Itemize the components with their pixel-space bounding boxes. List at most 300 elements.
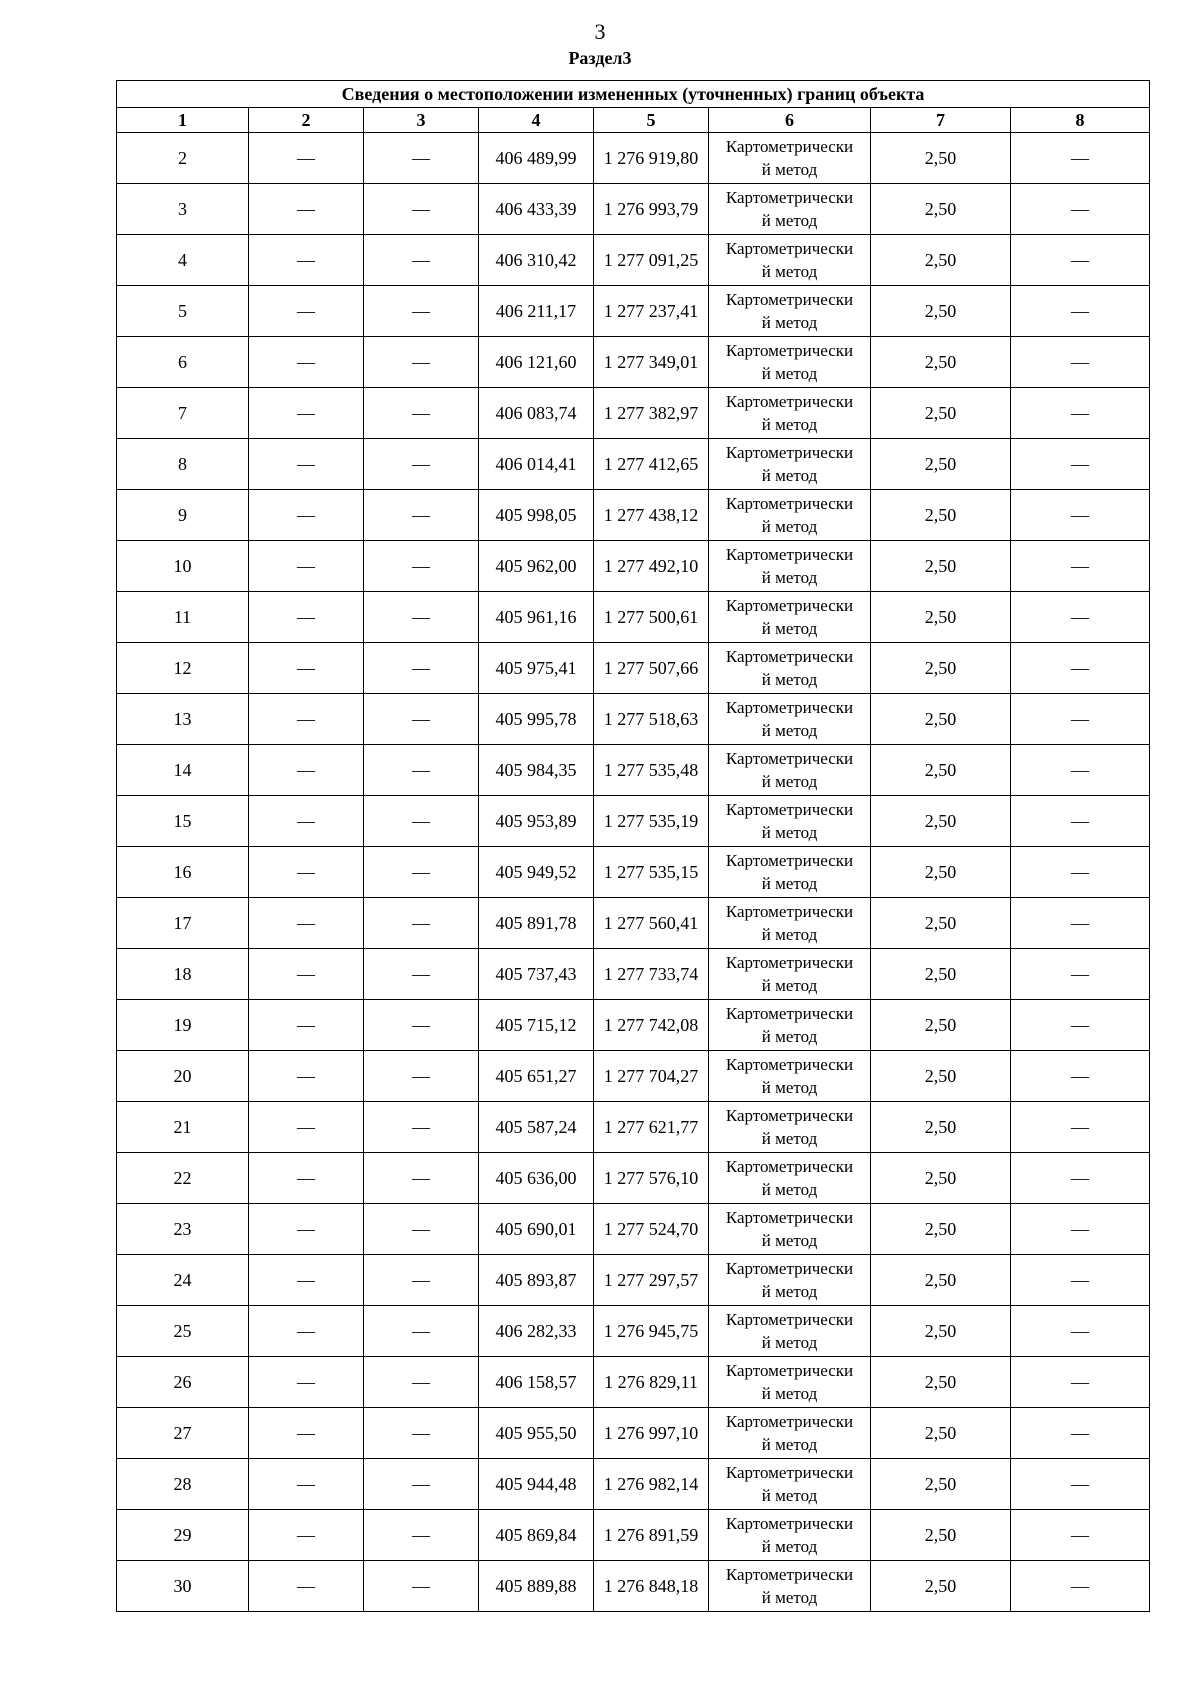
method-line-1: Картометрически bbox=[725, 953, 854, 972]
col3-cell: — bbox=[364, 541, 479, 592]
point-number-cell: 14 bbox=[117, 745, 249, 796]
col8-cell: — bbox=[1011, 1255, 1150, 1306]
table-row bbox=[117, 184, 1150, 235]
point-number-cell: 29 bbox=[117, 1510, 249, 1561]
col2-cell: — bbox=[249, 643, 364, 694]
accuracy-cell: 2,50 bbox=[871, 133, 1011, 184]
col8-cell: — bbox=[1011, 1153, 1150, 1204]
method-cell bbox=[709, 1510, 871, 1561]
col3-cell: — bbox=[364, 133, 479, 184]
x-coordinate-cell: 405 737,43 bbox=[479, 949, 594, 1000]
x-coordinate-cell: 405 715,12 bbox=[479, 1000, 594, 1051]
point-number-cell: 12 bbox=[117, 643, 249, 694]
method-cell bbox=[709, 490, 871, 541]
col3-cell: — bbox=[364, 1102, 479, 1153]
col8-cell: — bbox=[1011, 1510, 1150, 1561]
method-line-2: й метод bbox=[761, 517, 818, 536]
y-coordinate-cell: 1 276 993,79 bbox=[594, 184, 709, 235]
method-line-1: Картометрически bbox=[725, 1004, 854, 1023]
x-coordinate-cell: 405 998,05 bbox=[479, 490, 594, 541]
method-line-1: Картометрически bbox=[725, 137, 854, 156]
accuracy-cell: 2,50 bbox=[871, 643, 1011, 694]
y-coordinate-cell: 1 277 535,19 bbox=[594, 796, 709, 847]
point-number-cell: 19 bbox=[117, 1000, 249, 1051]
col2-cell: — bbox=[249, 1153, 364, 1204]
column-header: 4 bbox=[479, 108, 594, 133]
method-line-1: Картометрически bbox=[725, 239, 854, 258]
col8-cell: — bbox=[1011, 1408, 1150, 1459]
column-header: 5 bbox=[594, 108, 709, 133]
method-line-2: й метод bbox=[761, 1486, 818, 1505]
method-line-1: Картометрически bbox=[725, 290, 854, 309]
col2-cell: — bbox=[249, 388, 364, 439]
method-line-2: й метод bbox=[761, 364, 818, 383]
y-coordinate-cell: 1 277 576,10 bbox=[594, 1153, 709, 1204]
method-cell bbox=[709, 898, 871, 949]
col8-cell: — bbox=[1011, 796, 1150, 847]
col8-cell: — bbox=[1011, 1000, 1150, 1051]
col8-cell: — bbox=[1011, 439, 1150, 490]
accuracy-cell: 2,50 bbox=[871, 235, 1011, 286]
col2-cell: — bbox=[249, 796, 364, 847]
x-coordinate-cell: 406 083,74 bbox=[479, 388, 594, 439]
table-row bbox=[117, 286, 1150, 337]
y-coordinate-cell: 1 277 507,66 bbox=[594, 643, 709, 694]
method-cell bbox=[709, 745, 871, 796]
table-row bbox=[117, 1357, 1150, 1408]
method-line-2: й метод bbox=[761, 160, 818, 179]
method-cell bbox=[709, 1459, 871, 1510]
point-number-cell: 24 bbox=[117, 1255, 249, 1306]
table-caption: Сведения о местоположении измененных (уточненных) границ объекта bbox=[117, 81, 1150, 108]
y-coordinate-cell: 1 277 382,97 bbox=[594, 388, 709, 439]
method-cell bbox=[709, 1306, 871, 1357]
col2-cell: — bbox=[249, 439, 364, 490]
col8-cell: — bbox=[1011, 745, 1150, 796]
table-row bbox=[117, 1000, 1150, 1051]
method-line-2: й метод bbox=[761, 313, 818, 332]
method-cell bbox=[709, 388, 871, 439]
method-line-1: Картометрически bbox=[725, 1361, 854, 1380]
x-coordinate-cell: 405 955,50 bbox=[479, 1408, 594, 1459]
method-line-1: Картометрически bbox=[725, 647, 854, 666]
col3-cell: — bbox=[364, 1357, 479, 1408]
x-coordinate-cell: 405 944,48 bbox=[479, 1459, 594, 1510]
col2-cell: — bbox=[249, 949, 364, 1000]
col8-cell: — bbox=[1011, 337, 1150, 388]
table-row bbox=[117, 1255, 1150, 1306]
col8-cell: — bbox=[1011, 1459, 1150, 1510]
accuracy-cell: 2,50 bbox=[871, 1000, 1011, 1051]
method-line-1: Картометрически bbox=[725, 1106, 854, 1125]
method-cell bbox=[709, 1000, 871, 1051]
x-coordinate-cell: 405 690,01 bbox=[479, 1204, 594, 1255]
y-coordinate-cell: 1 276 997,10 bbox=[594, 1408, 709, 1459]
method-line-1: Картометрически bbox=[725, 902, 854, 921]
accuracy-cell: 2,50 bbox=[871, 388, 1011, 439]
point-number-cell: 16 bbox=[117, 847, 249, 898]
col2-cell: — bbox=[249, 1357, 364, 1408]
method-line-1: Картометрически bbox=[725, 443, 854, 462]
col3-cell: — bbox=[364, 337, 479, 388]
x-coordinate-cell: 406 211,17 bbox=[479, 286, 594, 337]
table-row bbox=[117, 847, 1150, 898]
point-number-cell: 27 bbox=[117, 1408, 249, 1459]
col8-cell: — bbox=[1011, 847, 1150, 898]
x-coordinate-cell: 406 433,39 bbox=[479, 184, 594, 235]
accuracy-cell: 2,50 bbox=[871, 1561, 1011, 1612]
col3-cell: — bbox=[364, 1510, 479, 1561]
method-cell bbox=[709, 337, 871, 388]
point-number-cell: 6 bbox=[117, 337, 249, 388]
method-line-1: Картометрически bbox=[725, 698, 854, 717]
method-cell bbox=[709, 184, 871, 235]
point-number-cell: 17 bbox=[117, 898, 249, 949]
method-cell bbox=[709, 643, 871, 694]
method-cell bbox=[709, 541, 871, 592]
method-cell bbox=[709, 592, 871, 643]
accuracy-cell: 2,50 bbox=[871, 1204, 1011, 1255]
col3-cell: — bbox=[364, 592, 479, 643]
method-line-1: Картометрически bbox=[725, 494, 854, 513]
col8-cell: — bbox=[1011, 1561, 1150, 1612]
method-cell bbox=[709, 1204, 871, 1255]
col3-cell: — bbox=[364, 694, 479, 745]
col3-cell: — bbox=[364, 1255, 479, 1306]
table-header-row bbox=[117, 108, 1150, 133]
y-coordinate-cell: 1 277 733,74 bbox=[594, 949, 709, 1000]
method-cell bbox=[709, 694, 871, 745]
col8-cell: — bbox=[1011, 643, 1150, 694]
y-coordinate-cell: 1 277 742,08 bbox=[594, 1000, 709, 1051]
point-number-cell: 21 bbox=[117, 1102, 249, 1153]
accuracy-cell: 2,50 bbox=[871, 439, 1011, 490]
x-coordinate-cell: 405 651,27 bbox=[479, 1051, 594, 1102]
col2-cell: — bbox=[249, 541, 364, 592]
point-number-cell: 5 bbox=[117, 286, 249, 337]
y-coordinate-cell: 1 276 848,18 bbox=[594, 1561, 709, 1612]
method-line-1: Картометрически bbox=[725, 851, 854, 870]
x-coordinate-cell: 405 995,78 bbox=[479, 694, 594, 745]
col8-cell: — bbox=[1011, 235, 1150, 286]
table-row bbox=[117, 745, 1150, 796]
col3-cell: — bbox=[364, 796, 479, 847]
table-row bbox=[117, 1102, 1150, 1153]
method-cell bbox=[709, 949, 871, 1000]
accuracy-cell: 2,50 bbox=[871, 1306, 1011, 1357]
x-coordinate-cell: 405 953,89 bbox=[479, 796, 594, 847]
point-number-cell: 30 bbox=[117, 1561, 249, 1612]
y-coordinate-cell: 1 277 704,27 bbox=[594, 1051, 709, 1102]
table-row bbox=[117, 592, 1150, 643]
accuracy-cell: 2,50 bbox=[871, 949, 1011, 1000]
col2-cell: — bbox=[249, 1051, 364, 1102]
x-coordinate-cell: 405 984,35 bbox=[479, 745, 594, 796]
table-row bbox=[117, 949, 1150, 1000]
col2-cell: — bbox=[249, 592, 364, 643]
method-line-1: Картометрически bbox=[725, 749, 854, 768]
col3-cell: — bbox=[364, 184, 479, 235]
point-number-cell: 25 bbox=[117, 1306, 249, 1357]
method-line-1: Картометрически bbox=[725, 1157, 854, 1176]
col8-cell: — bbox=[1011, 1306, 1150, 1357]
method-line-1: Картометрически bbox=[725, 1259, 854, 1278]
col8-cell: — bbox=[1011, 541, 1150, 592]
y-coordinate-cell: 1 276 982,14 bbox=[594, 1459, 709, 1510]
accuracy-cell: 2,50 bbox=[871, 184, 1011, 235]
table-row bbox=[117, 1306, 1150, 1357]
accuracy-cell: 2,50 bbox=[871, 745, 1011, 796]
table-row bbox=[117, 1204, 1150, 1255]
method-line-2: й метод bbox=[761, 772, 818, 791]
point-number-cell: 3 bbox=[117, 184, 249, 235]
column-header: 2 bbox=[249, 108, 364, 133]
method-line-2: й метод bbox=[761, 1078, 818, 1097]
x-coordinate-cell: 405 949,52 bbox=[479, 847, 594, 898]
y-coordinate-cell: 1 277 500,61 bbox=[594, 592, 709, 643]
method-cell bbox=[709, 1561, 871, 1612]
col2-cell: — bbox=[249, 490, 364, 541]
col3-cell: — bbox=[364, 1051, 479, 1102]
y-coordinate-cell: 1 277 412,65 bbox=[594, 439, 709, 490]
col8-cell: — bbox=[1011, 1051, 1150, 1102]
col3-cell: — bbox=[364, 235, 479, 286]
col3-cell: — bbox=[364, 439, 479, 490]
method-line-2: й метод bbox=[761, 466, 818, 485]
table-row bbox=[117, 439, 1150, 490]
col3-cell: — bbox=[364, 388, 479, 439]
column-header: 7 bbox=[871, 108, 1011, 133]
method-line-1: Картометрически bbox=[725, 1412, 854, 1431]
point-number-cell: 18 bbox=[117, 949, 249, 1000]
point-number-cell: 23 bbox=[117, 1204, 249, 1255]
col8-cell: — bbox=[1011, 286, 1150, 337]
method-line-1: Картометрически bbox=[725, 341, 854, 360]
y-coordinate-cell: 1 277 492,10 bbox=[594, 541, 709, 592]
table-row bbox=[117, 1510, 1150, 1561]
x-coordinate-cell: 405 869,84 bbox=[479, 1510, 594, 1561]
y-coordinate-cell: 1 277 297,57 bbox=[594, 1255, 709, 1306]
col3-cell: — bbox=[364, 1408, 479, 1459]
method-line-2: й метод bbox=[761, 1282, 818, 1301]
y-coordinate-cell: 1 277 438,12 bbox=[594, 490, 709, 541]
accuracy-cell: 2,50 bbox=[871, 796, 1011, 847]
col3-cell: — bbox=[364, 898, 479, 949]
table-row bbox=[117, 643, 1150, 694]
method-cell bbox=[709, 1255, 871, 1306]
table-row bbox=[117, 1459, 1150, 1510]
table-row bbox=[117, 235, 1150, 286]
x-coordinate-cell: 405 587,24 bbox=[479, 1102, 594, 1153]
col2-cell: — bbox=[249, 847, 364, 898]
y-coordinate-cell: 1 276 919,80 bbox=[594, 133, 709, 184]
x-coordinate-cell: 406 121,60 bbox=[479, 337, 594, 388]
col8-cell: — bbox=[1011, 184, 1150, 235]
accuracy-cell: 2,50 bbox=[871, 1051, 1011, 1102]
method-line-1: Картометрически bbox=[725, 1565, 854, 1584]
column-header: 3 bbox=[364, 108, 479, 133]
table-row bbox=[117, 898, 1150, 949]
method-line-1: Картометрически bbox=[725, 596, 854, 615]
accuracy-cell: 2,50 bbox=[871, 1357, 1011, 1408]
col3-cell: — bbox=[364, 1459, 479, 1510]
x-coordinate-cell: 405 975,41 bbox=[479, 643, 594, 694]
method-line-2: й метод bbox=[761, 670, 818, 689]
accuracy-cell: 2,50 bbox=[871, 337, 1011, 388]
x-coordinate-cell: 405 891,78 bbox=[479, 898, 594, 949]
point-number-cell: 26 bbox=[117, 1357, 249, 1408]
col2-cell: — bbox=[249, 1306, 364, 1357]
point-number-cell: 28 bbox=[117, 1459, 249, 1510]
boundary-coordinates-table bbox=[116, 80, 1150, 1612]
method-line-2: й метод bbox=[761, 1537, 818, 1556]
x-coordinate-cell: 405 893,87 bbox=[479, 1255, 594, 1306]
col3-cell: — bbox=[364, 1000, 479, 1051]
y-coordinate-cell: 1 277 524,70 bbox=[594, 1204, 709, 1255]
method-cell bbox=[709, 133, 871, 184]
col3-cell: — bbox=[364, 949, 479, 1000]
col2-cell: — bbox=[249, 1255, 364, 1306]
col2-cell: — bbox=[249, 1102, 364, 1153]
col2-cell: — bbox=[249, 694, 364, 745]
table-row bbox=[117, 490, 1150, 541]
x-coordinate-cell: 406 489,99 bbox=[479, 133, 594, 184]
col2-cell: — bbox=[249, 1000, 364, 1051]
method-cell bbox=[709, 286, 871, 337]
col2-cell: — bbox=[249, 1510, 364, 1561]
method-line-2: й метод bbox=[761, 976, 818, 995]
method-line-1: Картометрически bbox=[725, 1208, 854, 1227]
method-line-2: й метод bbox=[761, 1129, 818, 1148]
col2-cell: — bbox=[249, 184, 364, 235]
accuracy-cell: 2,50 bbox=[871, 847, 1011, 898]
accuracy-cell: 2,50 bbox=[871, 1459, 1011, 1510]
method-line-2: й метод bbox=[761, 1588, 818, 1607]
col3-cell: — bbox=[364, 1153, 479, 1204]
col3-cell: — bbox=[364, 643, 479, 694]
x-coordinate-cell: 406 282,33 bbox=[479, 1306, 594, 1357]
accuracy-cell: 2,50 bbox=[871, 592, 1011, 643]
method-line-2: й метод bbox=[761, 1231, 818, 1250]
method-line-2: й метод bbox=[761, 619, 818, 638]
table-row bbox=[117, 1408, 1150, 1459]
table-row bbox=[117, 694, 1150, 745]
col8-cell: — bbox=[1011, 1204, 1150, 1255]
method-line-2: й метод bbox=[761, 721, 818, 740]
y-coordinate-cell: 1 277 560,41 bbox=[594, 898, 709, 949]
y-coordinate-cell: 1 276 945,75 bbox=[594, 1306, 709, 1357]
method-cell bbox=[709, 235, 871, 286]
accuracy-cell: 2,50 bbox=[871, 1408, 1011, 1459]
x-coordinate-cell: 405 889,88 bbox=[479, 1561, 594, 1612]
accuracy-cell: 2,50 bbox=[871, 1153, 1011, 1204]
method-line-2: й метод bbox=[761, 925, 818, 944]
method-line-2: й метод bbox=[761, 1027, 818, 1046]
method-line-1: Картометрически bbox=[725, 188, 854, 207]
x-coordinate-cell: 405 636,00 bbox=[479, 1153, 594, 1204]
accuracy-cell: 2,50 bbox=[871, 898, 1011, 949]
method-line-1: Картометрически bbox=[725, 1463, 854, 1482]
column-header: 1 bbox=[117, 108, 249, 133]
column-header: 6 bbox=[709, 108, 871, 133]
x-coordinate-cell: 406 310,42 bbox=[479, 235, 594, 286]
method-cell bbox=[709, 1051, 871, 1102]
method-cell bbox=[709, 1357, 871, 1408]
col8-cell: — bbox=[1011, 592, 1150, 643]
col2-cell: — bbox=[249, 337, 364, 388]
accuracy-cell: 2,50 bbox=[871, 1102, 1011, 1153]
method-cell bbox=[709, 1153, 871, 1204]
method-line-2: й метод bbox=[761, 1333, 818, 1352]
method-line-2: й метод bbox=[761, 568, 818, 587]
point-number-cell: 7 bbox=[117, 388, 249, 439]
method-cell bbox=[709, 1102, 871, 1153]
accuracy-cell: 2,50 bbox=[871, 490, 1011, 541]
col8-cell: — bbox=[1011, 898, 1150, 949]
method-line-1: Картометрически bbox=[725, 392, 854, 411]
col3-cell: — bbox=[364, 1204, 479, 1255]
accuracy-cell: 2,50 bbox=[871, 541, 1011, 592]
table-row bbox=[117, 388, 1150, 439]
col2-cell: — bbox=[249, 1561, 364, 1612]
col3-cell: — bbox=[364, 847, 479, 898]
table-row bbox=[117, 1561, 1150, 1612]
x-coordinate-cell: 405 962,00 bbox=[479, 541, 594, 592]
method-line-1: Картометрически bbox=[725, 1310, 854, 1329]
accuracy-cell: 2,50 bbox=[871, 1255, 1011, 1306]
col3-cell: — bbox=[364, 1306, 479, 1357]
col8-cell: — bbox=[1011, 694, 1150, 745]
col2-cell: — bbox=[249, 235, 364, 286]
method-line-1: Картометрически bbox=[725, 1055, 854, 1074]
point-number-cell: 4 bbox=[117, 235, 249, 286]
method-line-2: й метод bbox=[761, 1384, 818, 1403]
column-header: 8 bbox=[1011, 108, 1150, 133]
accuracy-cell: 2,50 bbox=[871, 694, 1011, 745]
col8-cell: — bbox=[1011, 388, 1150, 439]
col8-cell: — bbox=[1011, 490, 1150, 541]
col3-cell: — bbox=[364, 286, 479, 337]
col8-cell: — bbox=[1011, 1357, 1150, 1408]
col3-cell: — bbox=[364, 745, 479, 796]
method-line-1: Картометрически bbox=[725, 1514, 854, 1533]
point-number-cell: 15 bbox=[117, 796, 249, 847]
page-number: 3 bbox=[594, 19, 606, 44]
y-coordinate-cell: 1 276 891,59 bbox=[594, 1510, 709, 1561]
y-coordinate-cell: 1 277 091,25 bbox=[594, 235, 709, 286]
col2-cell: — bbox=[249, 1408, 364, 1459]
method-cell bbox=[709, 439, 871, 490]
point-number-cell: 2 bbox=[117, 133, 249, 184]
col8-cell: — bbox=[1011, 1102, 1150, 1153]
method-line-2: й метод bbox=[761, 211, 818, 230]
point-number-cell: 11 bbox=[117, 592, 249, 643]
y-coordinate-cell: 1 277 349,01 bbox=[594, 337, 709, 388]
table-row bbox=[117, 541, 1150, 592]
col2-cell: — bbox=[249, 133, 364, 184]
table-body bbox=[117, 133, 1150, 1612]
table-row bbox=[117, 796, 1150, 847]
y-coordinate-cell: 1 277 535,15 bbox=[594, 847, 709, 898]
y-coordinate-cell: 1 277 535,48 bbox=[594, 745, 709, 796]
col2-cell: — bbox=[249, 898, 364, 949]
point-number-cell: 10 bbox=[117, 541, 249, 592]
section-title: Раздел3 bbox=[568, 48, 632, 68]
accuracy-cell: 2,50 bbox=[871, 1510, 1011, 1561]
method-line-2: й метод bbox=[761, 415, 818, 434]
col8-cell: — bbox=[1011, 949, 1150, 1000]
table-caption-row bbox=[117, 81, 1150, 108]
